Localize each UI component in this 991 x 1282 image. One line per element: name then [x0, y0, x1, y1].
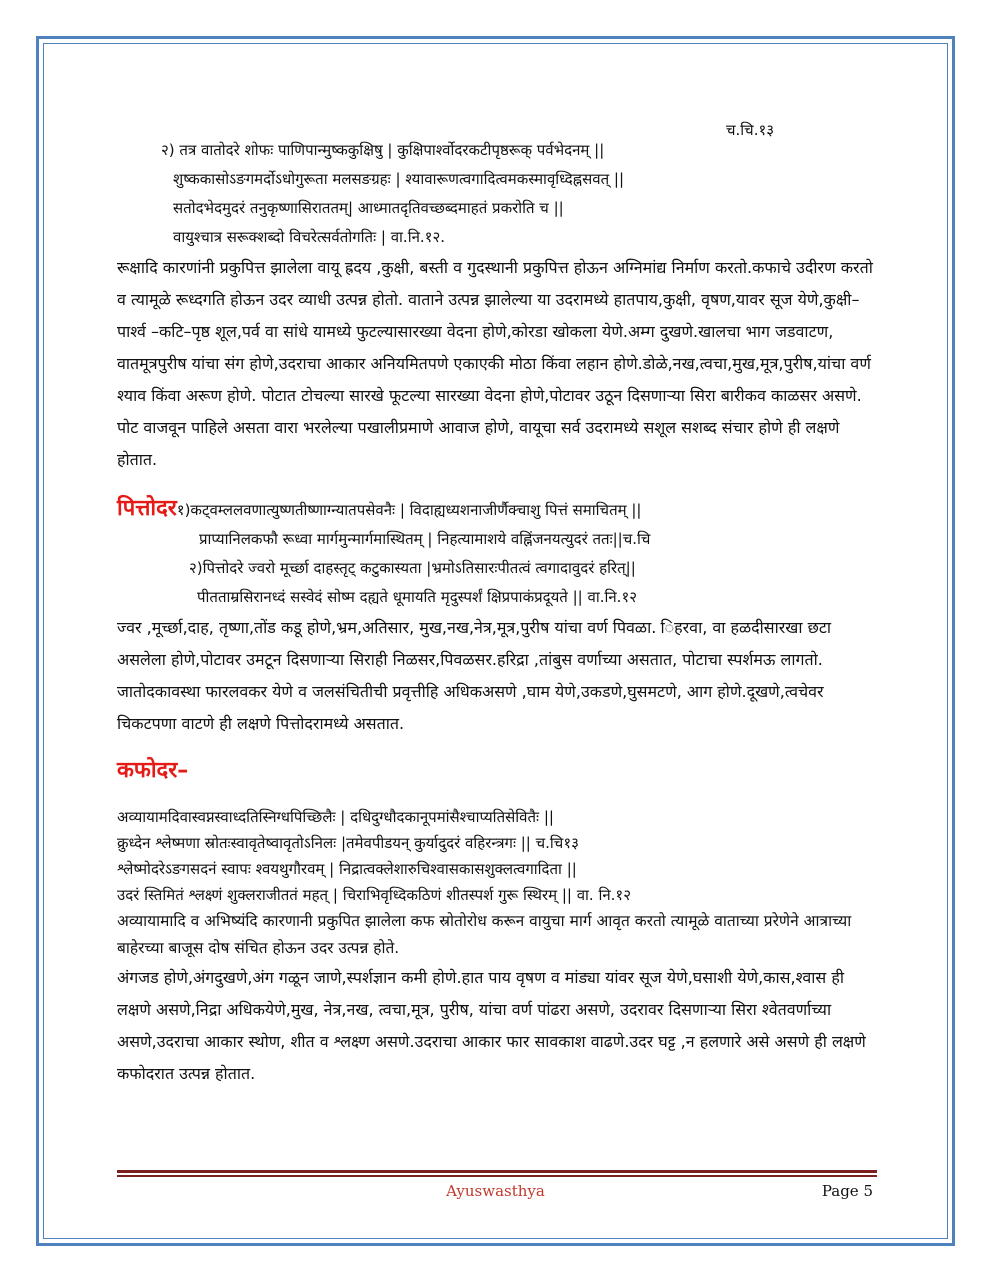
footer-rule-thick	[117, 1170, 877, 1173]
pitta-description: ज्वर ,मूर्च्छा,दाह, तृष्णा,तोंड कडू होणे,भ्रम,अतिसार, मुख,नख,नेत्र,मूत्र,पुरीष यांचा वर्ण पिवळा. िहरवा, वा हळदीसारखा छटा असलेला होणे,पोटावर उमटून दिसणाऱ्या सिराही निळसर,पिवळसर.हरिद्रा ,तांबुस वर्णाच्या असतात, पोटाचा स्पर्शमऊ लागतो. जातोदकावस्था फारलवकर येणे व जलसंचितीची प्रवृत्तीहि अधिकअसणे ,घाम येणे,उकडणे,घुसमटणे, आग होणे.दूखणे,त्वचेवर चिकटपणा वाटणे ही लक्षणे पित्तोदरामध्ये असतात.	[117, 618, 832, 733]
vata-description: रूक्षादि कारणांनी प्रकुपित्त झालेला वायू ह्रदय ,कुक्षी, बस्ती व गुदस्थानी प्रकुपित्त होऊन अग्निमांद्य निर्माण करतो.कफाचे उदीरण करतो व त्यामूळे रूध्दगति होऊन उदर व्याधी उत्पन्न होतो. वाताने उत्पन्न झालेल्या या उदरामध्ये हातपाय,कुक्षी, वृषण,यावर सूज येणे,कुक्षी–पार्श्व –कटि–पृष्ठ शूल,पर्व वा सांधे यामध्ये फुटल्यासारख्या वेदना होणे,कोरडा खोकला येणे.अम्ग दुखणे.खालचा भाग जडवाटण, वातमूत्रपुरीष यांचा संग होणे,उदराचा आकार अनियमितपणे एकाएकी मोठा किंवा लहान होणे.डोळे,नख,त्वचा,मुख,मूत्र,पुरीष,यांचा वर्ण श्याव किंवा अरूण होणे. पोटात टोचल्या सारखे फूटल्या सारख्या वेदना होणे,पोटावर उठून दिसणाऱ्या सिरा बारीकव काळसर असणे. पोट वाजवून पाहिले असता वारा भरलेल्या पखालीप्रमाणे आवाज होणे, वायूचा सर्व उदरामध्ये सशूल सशब्द संचार होणे ही लक्षणे होतात.	[117, 258, 873, 469]
footer-title: Ayuswasthya	[446, 1182, 545, 1200]
kapha-description-1: अव्यायामादि व अभिष्यंदि कारणानी प्रकुपित झालेला कफ स्रोतोरोध करून वायुचा मार्ग आवृत करतो त्यामूळे वाताच्या प्ररेणेने आत्राच्या बाहेरच्या बाजूस दोष संचित होऊन उदर उत्पन्न होते.	[117, 912, 852, 957]
vata-verse-2: शुष्ककासोऽङगमर्दोऽधोगुरूता मलसङग्रहः | श्यावारूणत्वगादित्वमकस्मावृध्दिह्नसवत् ||	[173, 170, 625, 188]
pitta-verse-1-text: १)कट्वम्ललवणात्युष्णतीष्णाग्न्यातपसेवनैः | विदाह्यध्यशनाजीर्णैक्चाशु पित्तं समाचितम् ||	[176, 501, 642, 519]
pitta-verse-4: पीतताम्रसिरानध्दं सस्वेदं सोष्म दह्यते धूमायति मृदुस्पर्शं क्षिप्रपाकंप्रदूयते || वा.नि.१२	[197, 588, 638, 606]
footer-rule-thin	[117, 1175, 877, 1177]
pitta-verse-2: प्राप्यानिलकफौ रूध्वा मार्गमुन्मार्गमास्थितम् | निहत्यामाशये वह्निंजनयत्युदरं ततः||च.चि	[199, 530, 651, 548]
page-number: Page 5	[821, 1182, 873, 1200]
vata-verse-1: २) तत्र वातोदरे शोफः पाणिपान्मुष्ककुक्षिषु | कुक्षिपार्श्वोदरकटीपृष्ठरूक् पर्वभेदनम् ||	[161, 141, 605, 159]
pitta-verse-1	[117, 494, 877, 525]
reference-top: च.चि.१३	[726, 121, 775, 139]
pitta-verse-3: २)पित्तोदरे ज्वरो मूर्च्छा दाहस्तृट् कटुकास्यता |भ्रमोऽतिसारःपीतत्वं त्वगादावुदरं हरित्||	[189, 559, 636, 577]
kapha-heading: कफोदर–	[117, 758, 189, 783]
pitta-heading: पित्तोदर	[117, 496, 177, 521]
kapha-verse-3: श्लेष्मोदरेऽङगसदनं स्वापः श्वयथुगौरवम् | निद्रात्वक्लेशारुचिश्वासकासशुक्लत्वगादिता ||	[117, 860, 577, 878]
kapha-verse-2: क्रुध्देन श्लेष्मणा स्रोतःस्वावृतेष्वावृतोऽनिलः |तमेवपीडयन् कुर्यादुदरं वहिरन्त्रगः || च.चि१३	[117, 834, 579, 852]
kapha-verse-1: अव्यायामदिवास्वप्नस्वाध्दतिस्निग्धपिच्छिलैः | दधिदुग्धौदकानूपमांसैश्चाप्यतिसेवितैः ||	[117, 808, 554, 826]
kapha-verse-4: उदरं स्तिमितं श्लक्ष्णं शुक्लराजीततं महत् | चिराभिवृध्दिकठिणं शीतस्पर्श गुरू स्थिरम् || वा. नि.१२	[117, 886, 632, 904]
page-content	[117, 112, 877, 1090]
vata-verse-3: सतोदभेदमुदरं तनुकृष्णासिराततम्| आध्मातदृतिवच्छब्दमाहतं प्रकरोति च ||	[173, 199, 564, 217]
kapha-description-2: अंगजड होणे,अंगदुखणे,अंग गळून जाणे,स्पर्शज्ञान कमी होणे.हात पाय वृषण व मांड्या यांवर सूज येणे,घसाशी येणे,कास,श्वास ही लक्षणे असणे,निद्रा अधिकयेणे,मुख, नेत्र,नख, त्वचा,मूत्र, पुरीष, यांचा वर्ण पांढरा असणे, उदरावर दिसणाऱ्या सिरा श्वेतवर्णाच्या असणे,उदराचा आकार स्थोण, शीत व श्लक्ष्ण असणे.उदराचा आकार फार सावकाश वाढणे.उदर घट्ट ,न हलणारे असे असणे ही लक्षणे कफोदरात उत्पन्न होतात.	[117, 968, 866, 1083]
vata-verse-4: वायुश्चात्र सरूक्शब्दो विचरेत्सर्वतोगतिः | वा.नि.१२.	[173, 228, 446, 246]
